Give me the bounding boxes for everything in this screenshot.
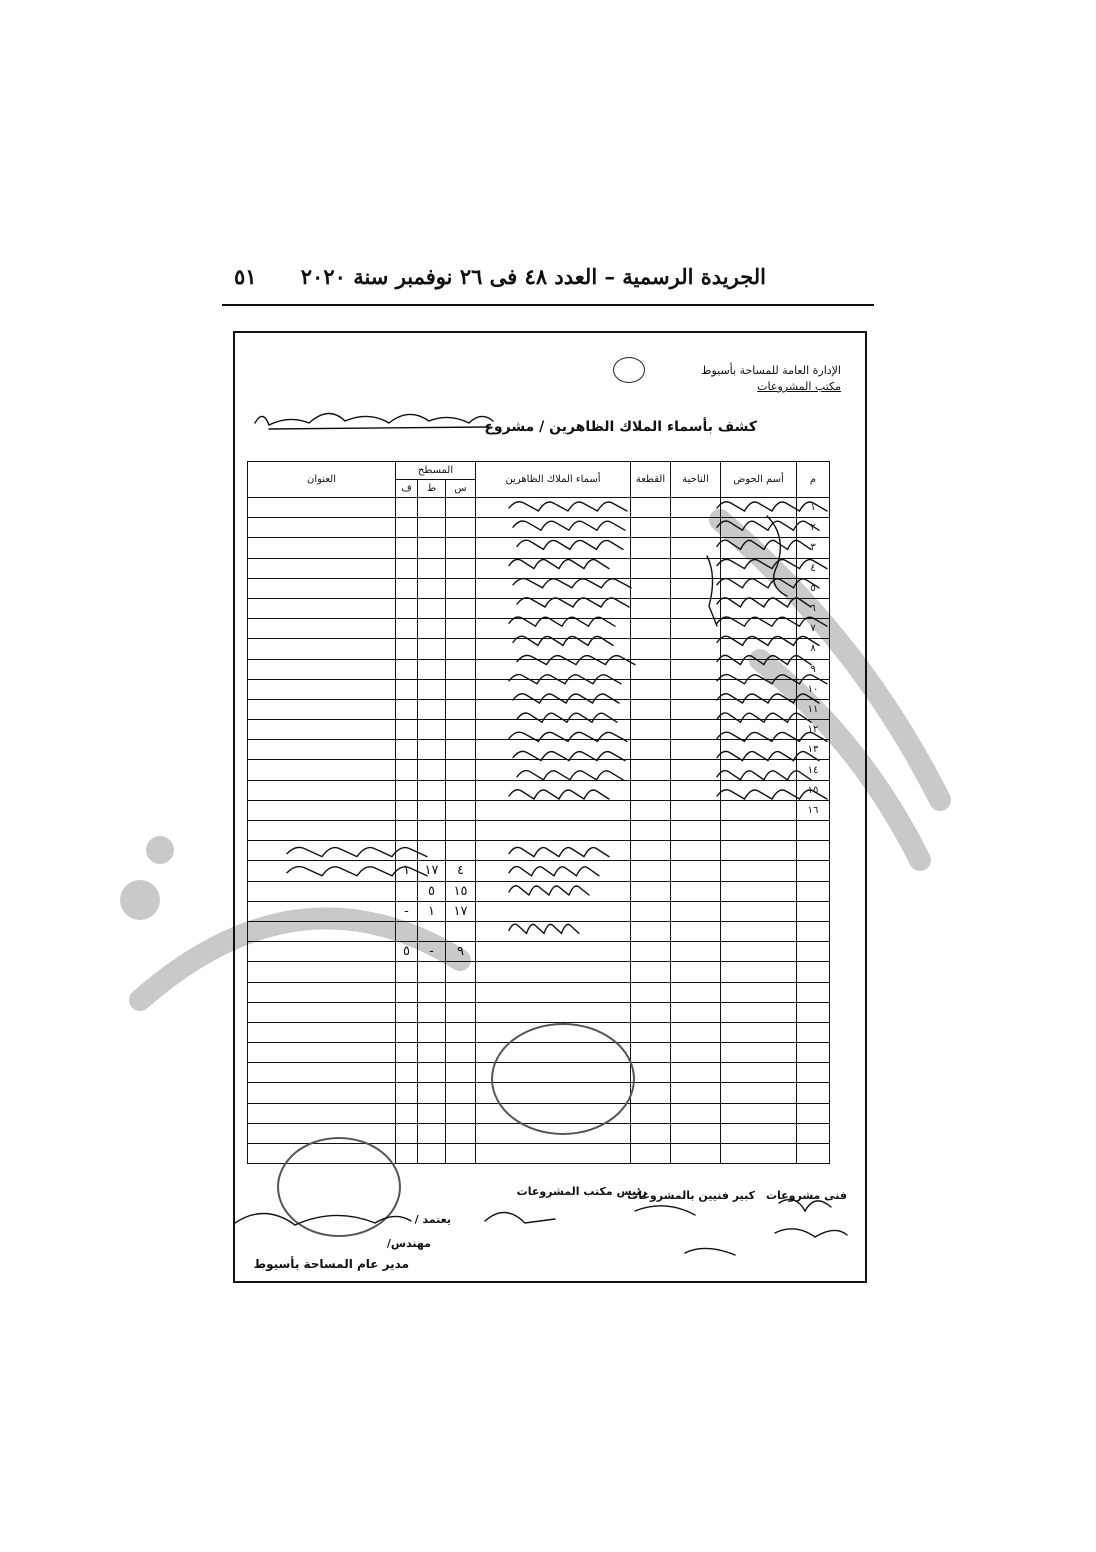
cell-hawd bbox=[721, 1022, 797, 1042]
table-row bbox=[248, 982, 830, 1002]
col-address: العنوان bbox=[248, 462, 396, 498]
cell-t bbox=[418, 1022, 446, 1042]
handwriting-stroke bbox=[513, 751, 625, 760]
handwritten-entries bbox=[247, 496, 857, 976]
handwriting-stroke bbox=[717, 521, 819, 530]
cell-m bbox=[797, 1103, 830, 1123]
col-qeta: القطعة bbox=[631, 462, 671, 498]
document-title: كشف بأسماء الملاك الظاهرين / مشروع bbox=[484, 419, 757, 435]
handwriting-stroke bbox=[509, 502, 627, 511]
cell-hawd bbox=[721, 1123, 797, 1143]
cell-qeta bbox=[631, 1063, 671, 1083]
cell-addr bbox=[248, 1063, 396, 1083]
handwriting-stroke bbox=[717, 751, 819, 760]
handwriting-stroke bbox=[517, 598, 629, 607]
handwriting-stroke bbox=[717, 732, 827, 741]
cell-qeta bbox=[631, 1022, 671, 1042]
office-name: مكتب المشروعات bbox=[757, 380, 841, 393]
cell-m: ١ bbox=[797, 498, 830, 518]
department-header bbox=[701, 363, 841, 395]
cell-qeta bbox=[631, 1103, 671, 1123]
cell-s: ١٧ bbox=[446, 901, 476, 921]
handwriting-stroke bbox=[517, 540, 623, 549]
handwriting-stroke bbox=[717, 655, 811, 664]
handwriting-stroke bbox=[717, 636, 819, 645]
cell-s bbox=[446, 1063, 476, 1083]
department-name: الإدارة العامة للمساحة بأسيوط bbox=[701, 364, 841, 377]
label-senior-technician: كبير فنيين بالمشروعات bbox=[627, 1189, 755, 1202]
cell-m: ٦ bbox=[797, 598, 830, 618]
cell-hawd bbox=[721, 1063, 797, 1083]
cell-qeta bbox=[631, 1083, 671, 1103]
cell-addr bbox=[248, 1103, 396, 1123]
cell-s: ٤ bbox=[446, 861, 476, 881]
handwriting-stroke bbox=[717, 598, 811, 607]
cell-m: ١١ bbox=[797, 699, 830, 719]
cell-hawd bbox=[721, 1144, 797, 1164]
cell-nahia bbox=[671, 1123, 721, 1143]
cell-f bbox=[396, 1083, 418, 1103]
cell-t bbox=[418, 1144, 446, 1164]
handwriting-stroke bbox=[717, 675, 827, 684]
label-office-head: رئيس مكتب المشروعات bbox=[516, 1185, 647, 1198]
cell-t bbox=[418, 1002, 446, 1022]
cell-addr bbox=[248, 1002, 396, 1022]
table-row bbox=[248, 1002, 830, 1022]
cell-s bbox=[446, 1144, 476, 1164]
cell-s bbox=[446, 1002, 476, 1022]
cell-addr bbox=[248, 1083, 396, 1103]
cell-m bbox=[797, 1002, 830, 1022]
cell-nahia bbox=[671, 1022, 721, 1042]
cell-hawd bbox=[721, 982, 797, 1002]
cell-nahia bbox=[671, 1043, 721, 1063]
cell-addr bbox=[248, 982, 396, 1002]
cell-m bbox=[797, 1083, 830, 1103]
cell-m bbox=[797, 1144, 830, 1164]
cell-qeta bbox=[631, 1123, 671, 1143]
cell-names bbox=[476, 982, 631, 1002]
cell-qeta bbox=[631, 982, 671, 1002]
cell-nahia bbox=[671, 1144, 721, 1164]
col-nahia: الناحية bbox=[671, 462, 721, 498]
cell-m: ١٣ bbox=[797, 740, 830, 760]
cell-m: ٣ bbox=[797, 538, 830, 558]
cell-addr bbox=[248, 1022, 396, 1042]
cell-m bbox=[797, 1043, 830, 1063]
handwriting-stroke bbox=[717, 790, 827, 799]
handwriting-stroke bbox=[509, 675, 621, 684]
cell-hawd bbox=[721, 1043, 797, 1063]
cell-m: ٥ bbox=[797, 578, 830, 598]
cell-s bbox=[446, 1022, 476, 1042]
cell-f bbox=[396, 1022, 418, 1042]
cell-t: ١ bbox=[418, 901, 446, 921]
cell-names bbox=[476, 1002, 631, 1022]
cell-s bbox=[446, 1123, 476, 1143]
cell-m: ٩ bbox=[797, 659, 830, 679]
cell-s bbox=[446, 1043, 476, 1063]
cell-t: ٥ bbox=[418, 881, 446, 901]
col-owner-names: أسماء الملاك الظاهرين bbox=[476, 462, 631, 498]
cell-t: - bbox=[418, 942, 446, 962]
cell-m bbox=[797, 1123, 830, 1143]
handwriting-stroke bbox=[717, 713, 811, 722]
cell-f bbox=[396, 1123, 418, 1143]
col-hawd-name: أسم الحوض bbox=[721, 462, 797, 498]
page-number: ٥١ bbox=[234, 264, 257, 289]
cell-s bbox=[446, 1083, 476, 1103]
cell-m: ٤ bbox=[797, 558, 830, 578]
cell-m: ٧ bbox=[797, 619, 830, 639]
cell-s: ٩ bbox=[446, 942, 476, 962]
handwriting-stroke bbox=[717, 579, 819, 588]
cell-m: ١٥ bbox=[797, 780, 830, 800]
handwriting-stroke bbox=[509, 867, 599, 876]
label-engineer: مهندس/ bbox=[386, 1237, 431, 1250]
cell-m: ١٠ bbox=[797, 679, 830, 699]
cell-f bbox=[396, 1063, 418, 1083]
handwriting-stroke bbox=[717, 694, 819, 703]
gazette-title: الجريدة الرسمية – العدد ٤٨ فى ٢٦ نوفمبر سنة ٢٠٢٠ bbox=[300, 264, 766, 289]
handwriting-stroke bbox=[509, 886, 589, 895]
cell-m bbox=[797, 1022, 830, 1042]
cell-m: ٨ bbox=[797, 639, 830, 659]
circled-sheet-number bbox=[613, 357, 645, 383]
cell-f bbox=[396, 1043, 418, 1063]
cell-m bbox=[797, 1063, 830, 1083]
handwriting-stroke bbox=[717, 617, 827, 626]
cell-qeta bbox=[631, 1144, 671, 1164]
cell-f bbox=[396, 982, 418, 1002]
handwriting-stroke bbox=[509, 847, 609, 856]
cell-m: ١٦ bbox=[797, 800, 830, 820]
col-serial: م bbox=[797, 462, 830, 498]
handwriting-stroke bbox=[509, 617, 615, 626]
cell-f: - bbox=[396, 901, 418, 921]
cell-hawd bbox=[721, 1103, 797, 1123]
label-director: مدير عام المساحة بأسيوط bbox=[253, 1257, 409, 1271]
page-header bbox=[222, 258, 874, 298]
col-area-feddan: ف bbox=[396, 480, 418, 498]
handwriting-stroke bbox=[717, 559, 827, 568]
handwritten-signatures bbox=[235, 1163, 869, 1283]
handwriting-stroke bbox=[287, 867, 427, 876]
survey-form bbox=[233, 331, 867, 1283]
cell-f: ١ bbox=[396, 861, 418, 881]
handwriting-stroke bbox=[513, 636, 613, 645]
cell-s bbox=[446, 982, 476, 1002]
cell-nahia bbox=[671, 1103, 721, 1123]
handwriting-stroke bbox=[509, 790, 609, 799]
col-area: المسطح bbox=[396, 462, 476, 480]
cell-nahia bbox=[671, 1083, 721, 1103]
handwriting-stroke bbox=[509, 559, 609, 568]
cell-t bbox=[418, 1083, 446, 1103]
handwriting-stroke bbox=[513, 521, 625, 530]
cell-f bbox=[396, 1144, 418, 1164]
cell-m bbox=[797, 982, 830, 1002]
cell-m: ٢ bbox=[797, 518, 830, 538]
cell-qeta bbox=[631, 1043, 671, 1063]
cell-f bbox=[396, 1002, 418, 1022]
handwriting-stroke bbox=[517, 771, 623, 780]
handwriting-stroke bbox=[517, 713, 617, 722]
handwriting-stroke bbox=[513, 579, 631, 588]
cell-t: ١٧ bbox=[418, 861, 446, 881]
cell-m: ١٢ bbox=[797, 720, 830, 740]
header-rule bbox=[222, 304, 874, 306]
label-approve: يعتمد / bbox=[414, 1213, 451, 1226]
handwriting-stroke bbox=[517, 655, 635, 664]
cell-m: ١٤ bbox=[797, 760, 830, 780]
cell-t bbox=[418, 982, 446, 1002]
official-seal-table bbox=[491, 1023, 635, 1135]
cell-t bbox=[418, 1123, 446, 1143]
cell-nahia bbox=[671, 1063, 721, 1083]
handwriting-stroke bbox=[717, 502, 827, 511]
cell-s: ١٥ bbox=[446, 881, 476, 901]
cell-qeta bbox=[631, 1002, 671, 1022]
cell-t bbox=[418, 1103, 446, 1123]
label-project-technician: فنى مشروعات bbox=[765, 1189, 847, 1202]
cell-nahia bbox=[671, 1002, 721, 1022]
col-area-qirat: ط bbox=[418, 480, 446, 498]
cell-t bbox=[418, 1043, 446, 1063]
cell-s bbox=[446, 1103, 476, 1123]
cell-hawd bbox=[721, 1083, 797, 1103]
handwritten-project-name bbox=[249, 401, 499, 441]
cell-f: ٥ bbox=[396, 942, 418, 962]
cell-addr bbox=[248, 1043, 396, 1063]
col-area-sahm: س bbox=[446, 480, 476, 498]
handwriting-stroke bbox=[287, 847, 427, 856]
handwriting-stroke bbox=[509, 924, 579, 933]
cell-f bbox=[396, 1103, 418, 1123]
handwriting-stroke bbox=[717, 540, 811, 549]
handwriting-stroke bbox=[717, 771, 811, 780]
cell-names bbox=[476, 1144, 631, 1164]
cell-hawd bbox=[721, 1002, 797, 1022]
cell-t bbox=[418, 1063, 446, 1083]
handwriting-stroke bbox=[513, 694, 619, 703]
handwriting-stroke bbox=[509, 732, 627, 741]
cell-nahia bbox=[671, 982, 721, 1002]
